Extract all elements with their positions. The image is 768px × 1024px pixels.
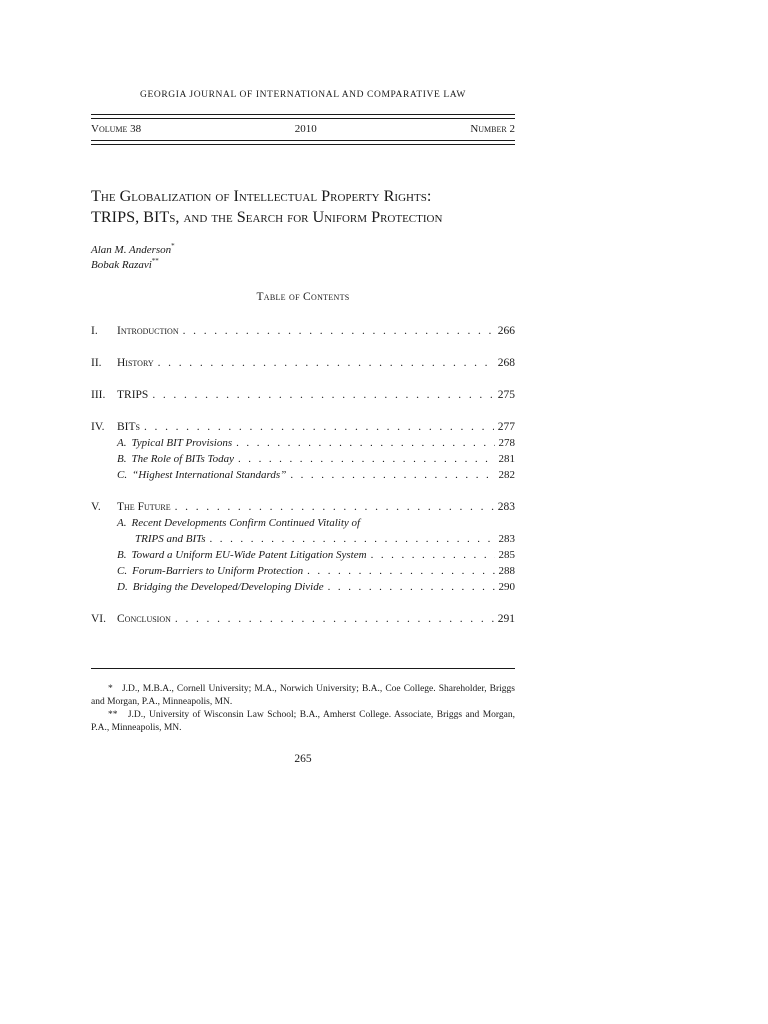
toc-subentry-letter: B. (117, 453, 127, 465)
toc-subentry-page: 282 (498, 469, 515, 481)
header-rule-bottom-2 (91, 144, 515, 145)
toc-leader-dots (238, 451, 495, 467)
toc-entry-page: 277 (497, 421, 515, 433)
toc-subentry-typical-bit-provisions[interactable] (91, 435, 515, 451)
toc-entry-page: 275 (497, 389, 515, 401)
toc-leader-dots (236, 435, 494, 451)
toc-leader-dots (290, 467, 494, 483)
toc-entry-trips[interactable] (91, 387, 515, 403)
toc-subentry-label: Typical BIT Provisions (131, 437, 233, 449)
toc-entry-conclusion[interactable] (91, 611, 515, 627)
footnote-mark: ** (108, 710, 118, 720)
article-title (91, 186, 515, 228)
footnote-2 (91, 709, 515, 735)
journal-name: GEORGIA JOURNAL OF INTERNATIONAL AND COMPARATIVE LAW (140, 90, 466, 100)
toc-entry-number: II. (91, 357, 102, 369)
toc-subentry-page: 281 (498, 453, 515, 465)
toc-subentry-page: 278 (498, 437, 515, 449)
toc-entry-label: The Future (117, 501, 171, 513)
year-label: 2010 (294, 123, 317, 135)
toc-subentry-label: Forum-Barriers to Uniform Protection (132, 565, 304, 577)
toc-subentry-letter: A. (117, 517, 127, 529)
toc-leader-dots (183, 323, 494, 339)
footnote-divider (91, 668, 515, 669)
toc-subentry-label-continued: TRIPS and BITs (135, 533, 206, 545)
toc-subentry-page: 288 (498, 565, 515, 577)
toc-entry-the-future[interactable] (91, 499, 515, 515)
toc-entry-page: 268 (497, 357, 515, 369)
author-1 (91, 243, 175, 258)
toc-subentry-bridging-divide[interactable] (91, 579, 515, 595)
header-rule-top-2 (91, 118, 515, 119)
toc-subentry-forum-barriers[interactable] (91, 563, 515, 579)
article-title-line-1: The Globalization of Intellectual Property Rights: (91, 187, 432, 205)
page-number: 265 (294, 753, 312, 765)
toc-entry-number: V. (91, 501, 101, 513)
author-footnote-mark[interactable]: ** (151, 257, 159, 265)
toc-entry-label: Introduction (117, 325, 179, 337)
toc-entry-page: 266 (497, 325, 515, 337)
masthead (91, 122, 515, 136)
toc-subentry-page: 290 (498, 581, 515, 593)
toc-entry-history[interactable] (91, 355, 515, 371)
toc-leader-dots (144, 419, 494, 435)
volume-label: Volume 38 (91, 123, 142, 135)
footnote-mark: * (108, 684, 113, 694)
toc-leader-dots (307, 563, 494, 579)
toc-subentry-label: Bridging the Developed/Developing Divide (132, 581, 324, 593)
toc-subentry-role-of-bits-today[interactable] (91, 451, 515, 467)
author-name: Bobak Razavi (91, 259, 152, 271)
toc-subentry-letter: B. (117, 549, 127, 561)
toc-leader-dots (371, 547, 495, 563)
toc-entry-label: TRIPS (117, 389, 149, 401)
toc-subentry-label: The Role of BITs Today (131, 453, 234, 465)
toc-subentry-recent-developments[interactable] (91, 515, 515, 531)
toc-entry-label: Conclusion (117, 613, 171, 625)
toc-subentry-highest-international-standards[interactable] (91, 467, 515, 483)
header-rule-bottom-1 (91, 140, 515, 141)
toc-subentry-letter: D. (117, 581, 128, 593)
toc-leader-dots (152, 387, 493, 403)
author-footnote-mark[interactable]: * (171, 242, 175, 250)
toc-entry-introduction[interactable] (91, 323, 515, 339)
author-list (91, 243, 175, 273)
toc-subentry-recent-developments-continued[interactable] (91, 531, 515, 547)
author-2 (91, 258, 175, 273)
toc-leader-dots (175, 499, 494, 515)
article-title-line-2: TRIPS, BITs, and the Search for Uniform Protection (91, 208, 443, 226)
toc-subentry-label: Recent Developments Confirm Continued Vitality of (131, 517, 361, 529)
toc-subentry-letter: A. (117, 437, 127, 449)
footnote-text: J.D., M.B.A., Cornell University; M.A., Norwich University; B.A., Coe College. Shareholder, Briggs and Morgan, P.A., Minneapolis, MN. (91, 684, 516, 707)
toc-subentry-label: “Highest International Standards” (132, 469, 287, 481)
author-name: Alan M. Anderson (91, 244, 172, 256)
footnotes (91, 683, 515, 735)
toc-leader-dots (210, 531, 495, 547)
toc-subentry-label: Toward a Uniform EU-Wide Patent Litigation System (131, 549, 367, 561)
toc-leader-dots (175, 611, 494, 627)
footnote-1 (91, 683, 515, 709)
issue-number-label: Number 2 (470, 123, 515, 135)
toc-entry-bits[interactable] (91, 419, 515, 435)
toc-entry-page: 291 (497, 613, 515, 625)
footnote-text: J.D., University of Wisconsin Law School; B.A., Amherst College. Associate, Briggs and Morgan, P.A., Minneapolis, MN. (91, 710, 515, 733)
header-rule-top-1 (91, 114, 515, 115)
toc-entry-label: History (117, 357, 154, 369)
toc-entry-number: VI. (91, 613, 107, 625)
toc-leader-dots (328, 579, 495, 595)
toc-entry-number: III. (91, 389, 106, 401)
toc-heading: Table of Contents (256, 291, 350, 303)
toc-entry-label: BITs (117, 421, 140, 433)
toc-entry-page: 283 (497, 501, 515, 513)
toc-subentry-letter: C. (117, 469, 128, 481)
toc-subentry-page: 285 (498, 549, 515, 561)
toc-leader-dots (158, 355, 494, 371)
toc-entry-number: I. (91, 325, 98, 337)
toc-entry-number: IV. (91, 421, 105, 433)
toc-subentry-letter: C. (117, 565, 128, 577)
toc-subentry-page: 283 (498, 533, 515, 545)
toc-subentry-uniform-eu-patent-litigation[interactable] (91, 547, 515, 563)
